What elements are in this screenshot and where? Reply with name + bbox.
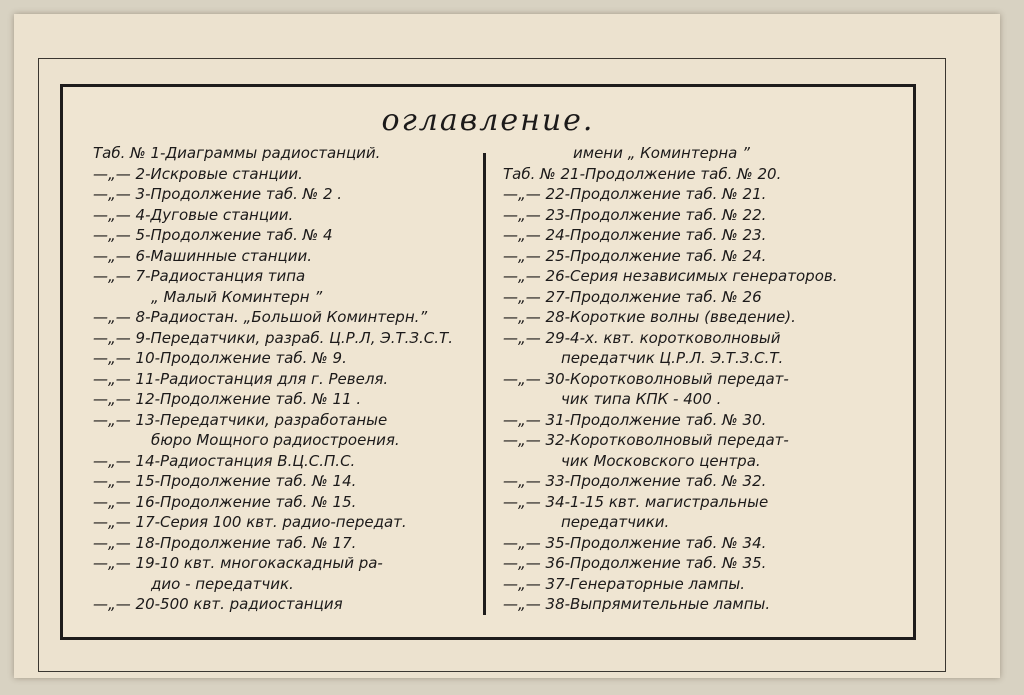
toc-entry: —„— 24-Продолжение таб. № 23. [503, 226, 767, 244]
toc-entry: —„— 15-Продолжение таб. № 14. [93, 472, 357, 490]
toc-entry: —„— 9-Передатчики, разраб. Ц.Р.Л, Э.Т.З.С.Т. [93, 328, 453, 347]
toc-entry: —„— 31-Продолжение таб. № 30. [503, 410, 767, 429]
toc-entry: —„— 23-Продолжение таб. № 22. [503, 205, 767, 224]
toc-entry: —„— 20-500 квт. радиостанция [93, 595, 343, 613]
toc-entry: —„— 30-Коротковолновый передат- [503, 369, 789, 388]
toc-entry: —„— 25-Продолжение таб. № 24. [503, 246, 767, 265]
toc-entry: —„— 27-Продолжение таб. № 26 [503, 287, 762, 306]
toc-entry: Таб. № 21-Продолжение таб. № 20. [503, 164, 782, 183]
toc-right-column [503, 143, 913, 615]
toc-entry: —„— 33-Продолжение таб. № 32. [503, 472, 767, 490]
toc-left-column [93, 143, 481, 615]
toc-entry: —„— 29-4-х. квт. коротковолновый [503, 328, 781, 347]
toc-entry: „ Малый Коминтерн ” [151, 287, 323, 306]
toc-entry: —„— 3-Продолжение таб. № 2 . [93, 185, 343, 203]
toc-entry: —„— 5-Продолжение таб. № 4 [93, 226, 333, 244]
toc-entry: —„— 2-Искровые станции. [93, 164, 303, 183]
toc-entry: —„— 13-Передатчики, разработаные [93, 410, 388, 429]
toc-entry: —„— 16-Продолжение таб. № 15. [93, 492, 357, 511]
toc-entry: —„— 4-Дуговые станции. [93, 205, 294, 224]
toc-entry: —„— 37-Генераторные лампы. [503, 574, 745, 593]
toc-entry: чик Московского центра. [561, 451, 761, 470]
toc-entry: дио - передатчик. [151, 574, 294, 593]
toc-entry: —„— 12-Продолжение таб. № 11 . [93, 390, 362, 408]
toc-entry: —„— 35-Продолжение таб. № 34. [503, 533, 767, 552]
toc-entry: передатчики. [561, 513, 670, 531]
toc-entry: Таб. № 1-Диаграммы радиостанций. [93, 144, 381, 162]
toc-entry: —„— 11-Радиостанция для г. Ревеля. [93, 369, 389, 388]
toc-entry: передатчик Ц.Р.Л. Э.Т.З.С.Т. [561, 349, 784, 367]
toc-entry: бюро Мощного радиостроения. [151, 431, 400, 449]
document-sheet [14, 14, 1000, 678]
toc-entry: имени „ Коминтерна ” [573, 144, 750, 162]
toc-entry: —„— 18-Продолжение таб. № 17. [93, 533, 357, 552]
toc-entry: —„— 7-Радиостанция типа [93, 267, 306, 285]
toc-entry: —„— 36-Продолжение таб. № 35. [503, 554, 767, 572]
toc-entry: —„— 17-Серия 100 квт. радио-передат. [93, 513, 407, 531]
table-of-contents-frame [60, 84, 916, 640]
toc-entry: —„— 26-Серия независимых генераторов. [503, 267, 838, 285]
toc-entry: —„— 8-Радиостан. „Большой Коминтерн.” [93, 308, 428, 326]
column-divider [483, 153, 486, 615]
toc-entry: чик типа КПК - 400 . [561, 390, 722, 408]
toc-entry: —„— 34-1-15 квт. магистральные [503, 492, 769, 511]
toc-entry: —„— 28-Короткие волны (введение). [503, 308, 796, 326]
page-title: оглавление. [381, 103, 595, 138]
toc-entry: —„— 14-Радиостанция В.Ц.С.П.С. [93, 451, 356, 470]
toc-entry: —„— 19-10 квт. многокаскадный ра- [93, 554, 383, 572]
toc-entry: —„— 6-Машинные станции. [93, 246, 313, 265]
toc-entry: —„— 32-Коротковолновый передат- [503, 431, 789, 449]
toc-entry: —„— 22-Продолжение таб. № 21. [503, 185, 767, 203]
toc-entry: —„— 38-Выпрямительные лампы. [503, 595, 771, 613]
toc-entry: —„— 10-Продолжение таб. № 9. [93, 349, 347, 367]
